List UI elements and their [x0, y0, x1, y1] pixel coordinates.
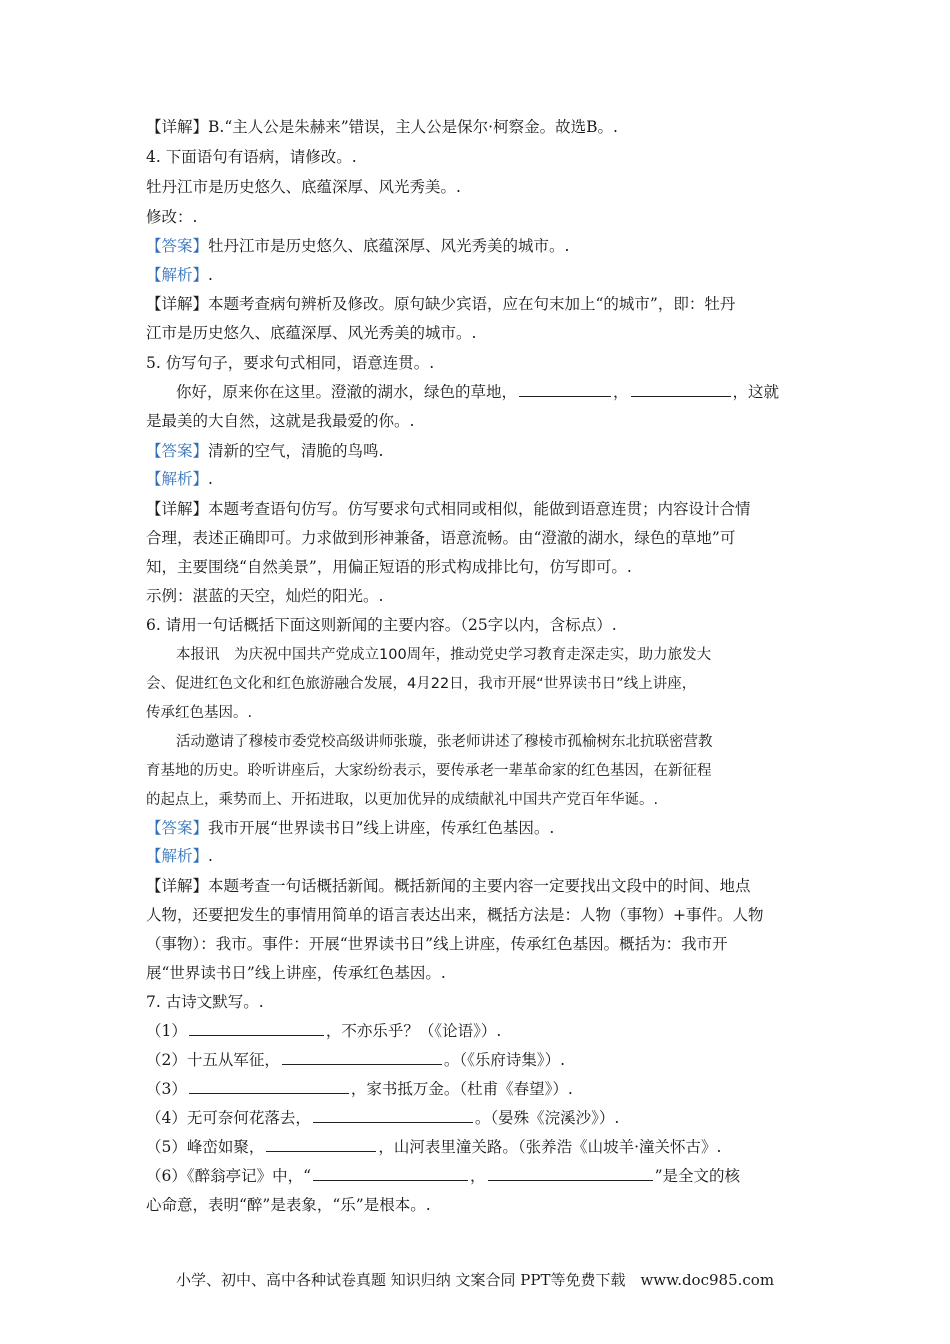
- answer-tag: 【答案】: [146, 237, 209, 255]
- q6-detail-line-1: 【详解】本题考查一句话概括新闻。概括新闻的主要内容一定要找出文段中的时间、地点: [146, 877, 751, 895]
- item-prefix: （1）: [146, 1022, 187, 1040]
- q5-analysis: [146, 469, 213, 489]
- q3-detail: 【详解】B.“主人公是朱赫来”错误，主人公是保尔·柯察金。故选B。.: [146, 118, 618, 136]
- fill-blank: [313, 1108, 473, 1123]
- q5-detail-line-1: 【详解】本题考查语句仿写。仿写要求句式相同或相似，能做到语意连贯；内容设计合情: [146, 500, 751, 518]
- q4-fix-label: 修改：.: [146, 208, 198, 226]
- answer-tag: 【答案】: [146, 819, 209, 837]
- item-suffix: ，家书抵万金。（杜甫《春望》）.: [350, 1080, 573, 1098]
- q7-item-6: [146, 1166, 740, 1186]
- q4-analysis: [146, 265, 213, 285]
- q6-analysis: [146, 846, 213, 866]
- fill-blank: [519, 382, 611, 397]
- analysis-tail: .: [208, 847, 213, 865]
- analysis-tag: 【解析】: [146, 847, 209, 865]
- q7-item-1: [146, 1021, 501, 1041]
- q5-detail-line-2: 合理，表述正确即可。力求做到形神兼备，语意流畅。由“澄澈的湖水，绿色的草地”可: [146, 529, 736, 547]
- fill-blank: [189, 1021, 324, 1036]
- q5-prompt-b: ，这就: [732, 383, 780, 401]
- q5-prompt-line-1: [176, 382, 779, 402]
- q4-detail-line-1: 【详解】本题考查病句辨析及修改。原句缺少宾语，应在句末加上“的城市”，即：牡丹: [146, 295, 736, 313]
- item-prefix: （5）峰峦如聚，: [146, 1138, 265, 1156]
- q5-example: 示例：湛蓝的天空，灿烂的阳光。.: [146, 587, 384, 605]
- q6-news-line-6: 的起点上，乘势而上、开拓进取，以更加优异的成绩献礼中国共产党百年华诞。.: [146, 792, 659, 808]
- item-suffix: ”是全文的核: [654, 1167, 740, 1185]
- fill-blank: [266, 1137, 376, 1152]
- answer-tag: 【答案】: [146, 442, 209, 460]
- analysis-tail: .: [208, 266, 213, 284]
- fill-blank: [282, 1050, 442, 1065]
- item-prefix: （3）: [146, 1080, 187, 1098]
- item-suffix: 。（《乐府诗集》）.: [443, 1051, 566, 1069]
- q6-news-line-4: 活动邀请了穆棱市委党校高级讲师张璇，张老师讲述了穆棱市孤榆树东北抗联密营教: [176, 734, 713, 750]
- q6-news-line-2: 会、促进红色文化和红色旅游融合发展，4月22日，我市开展“世界读书日”线上讲座，: [146, 676, 697, 692]
- answer-text: 清新的空气，清脆的鸟鸣.: [208, 442, 384, 460]
- q7-title: 7. 古诗文默写。.: [146, 993, 264, 1011]
- q7-item-5: [146, 1137, 721, 1157]
- q5-sep: ，: [613, 383, 629, 401]
- q7-item-2: [146, 1050, 565, 1070]
- q5-detail-line-3: 知，主要围绕“自然美景”，用偏正短语的形式构成排比句，仿写即可。.: [146, 558, 632, 576]
- analysis-tag: 【解析】: [146, 470, 209, 488]
- q6-news-line-5: 育基地的历史。聆听讲座后，大家纷纷表示，要传承老一辈革命家的红色基因，在新征程: [146, 763, 712, 779]
- item-prefix: （6）《醉翁亭记》中，“: [146, 1167, 312, 1185]
- item-suffix: ，山河表里潼关路。（张养浩《山坡羊·潼关怀古》.: [378, 1138, 722, 1156]
- q4-title: 4. 下面语句有语病，请修改。.: [146, 148, 357, 166]
- q6-detail-line-3: （事物）：我市。事件：开展“世界读书日”线上讲座，传承红色基因。概括为：我市开: [146, 935, 728, 953]
- item-suffix: 。（晏殊《浣溪沙》）.: [474, 1109, 620, 1127]
- q5-prompt-line-2: 是最美的大自然，这就是我最爱的你。.: [146, 412, 415, 430]
- q4-detail-line-2: 江市是历史悠久、底蕴深厚、风光秀美的城市。.: [146, 324, 477, 342]
- fill-blank: [631, 382, 731, 397]
- q7-item-3: [146, 1079, 573, 1099]
- item-prefix: （2）十五从军征，: [146, 1051, 280, 1069]
- q6-news-line-3: 传承红色基因。.: [146, 705, 253, 721]
- fill-blank: [189, 1079, 349, 1094]
- q6-detail-line-2: 人物，还要把发生的事情用简单的语言表达出来，概括方法是：人物（事物）+事件。人物: [146, 906, 764, 924]
- item-suffix: ，不亦乐乎？（《论语》）.: [325, 1022, 502, 1040]
- q5-prompt-a: 你好，原来你在这里。澄澈的湖水，绿色的草地，: [176, 383, 518, 401]
- analysis-tag: 【解析】: [146, 266, 209, 284]
- answer-text: 牡丹江市是历史悠久、底蕴深厚、风光秀美的城市。.: [208, 237, 570, 255]
- fill-blank: [488, 1166, 653, 1181]
- page-footer: 小学、初中、高中各种试卷真题 知识归纳 文案合同 PPT等免费下载 www.doc985.com: [175, 1271, 775, 1289]
- q4-sentence: 牡丹江市是历史悠久、底蕴深厚、风光秀美。.: [146, 178, 461, 196]
- q6-title: 6. 请用一句话概括下面这则新闻的主要内容。（25字以内，含标点）.: [146, 616, 617, 634]
- analysis-tail: .: [208, 470, 213, 488]
- item-sep: ，: [470, 1167, 486, 1185]
- q6-news-line-1: 本报讯 为庆祝中国共产党成立100周年，推动党史学习教育走深走实，助力旅发大: [176, 647, 712, 663]
- item-prefix: （4）无可奈何花落去，: [146, 1109, 311, 1127]
- q6-answer: [146, 818, 554, 838]
- q4-answer: [146, 236, 569, 256]
- q5-title: 5. 仿写句子，要求句式相同，语意连贯。.: [146, 354, 435, 372]
- q5-answer: [146, 441, 383, 461]
- q7-item-6-line-2: 心命意，表明“醉”是表象，“乐”是根本。.: [146, 1196, 431, 1214]
- fill-blank: [313, 1166, 468, 1181]
- q7-item-4: [146, 1108, 619, 1128]
- q6-detail-line-4: 展“世界读书日”线上讲座，传承红色基因。.: [146, 964, 446, 982]
- answer-text: 我市开展“世界读书日”线上讲座，传承红色基因。.: [208, 819, 555, 837]
